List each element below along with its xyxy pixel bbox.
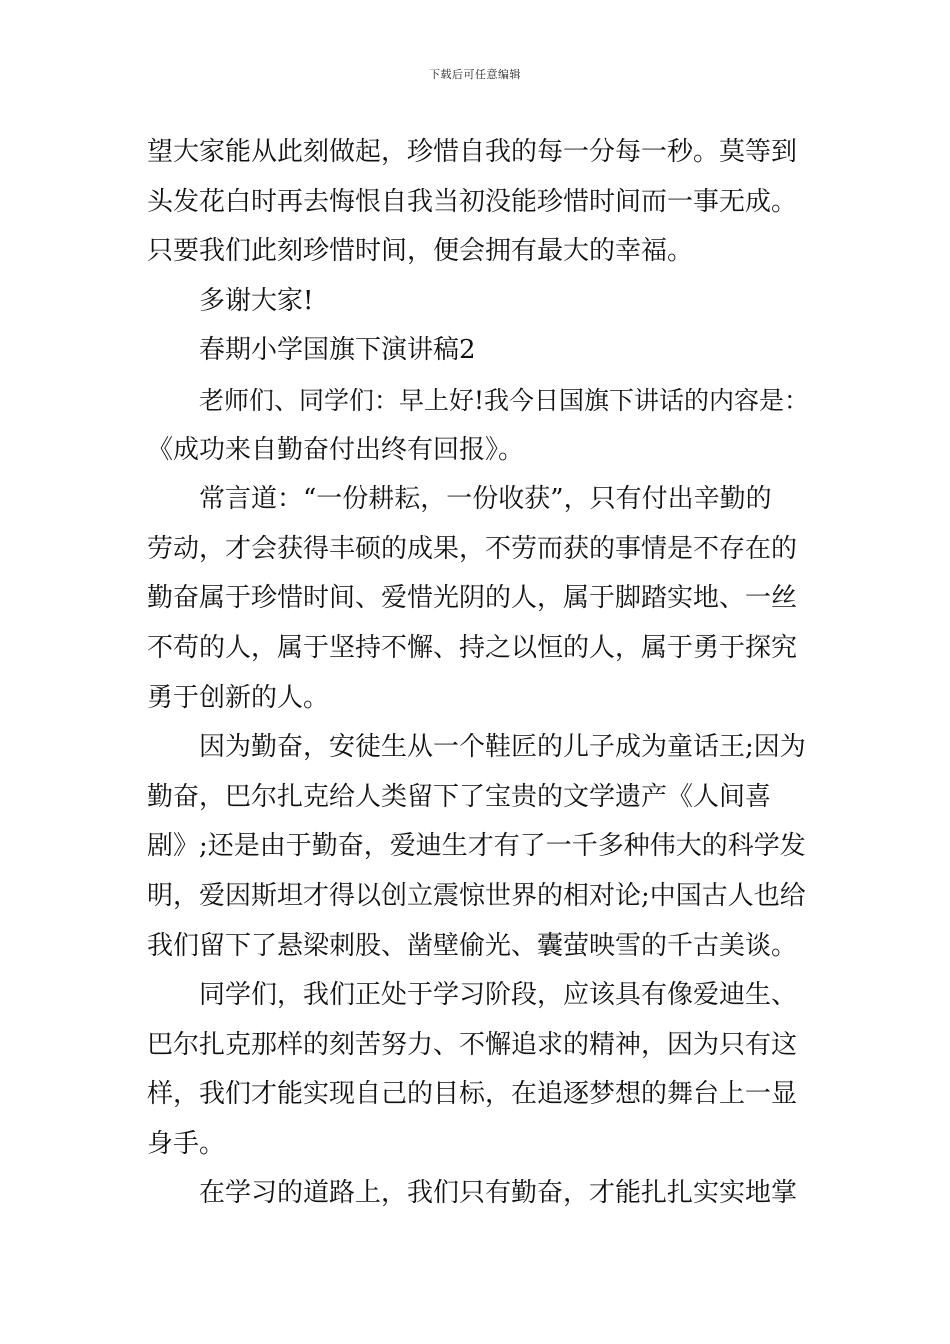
text-line: 我们留下了悬梁刺股、凿壁偷光、囊萤映雪的千古美谈。 (147, 930, 798, 961)
text-line: 在学习的道路上，我们只有勤奋，才能扎扎实实地掌 (199, 1178, 798, 1209)
text-line: 明，爱因斯坦才得以创立震惊世界的相对论;中国古人也给 (147, 880, 806, 911)
text-line: 样，我们才能实现自己的目标，在追逐梦想的舞台上一显 (147, 1079, 798, 1110)
text-line: 身手。 (147, 1128, 226, 1159)
text-line: 勇于创新的人。 (147, 682, 330, 713)
text-line: 只要我们此刻珍惜时间，便会拥有最大的幸福。 (147, 236, 694, 267)
text-line: 春期小学国旗下演讲稿2 (199, 335, 476, 366)
text-line: 头发花白时再去悔恨自我当初没能珍惜时间而一事无成。 (147, 186, 798, 217)
document-body (147, 128, 819, 1219)
text-line: 望大家能从此刻做起，珍惜自我的每一分每一秒。莫等到 (147, 137, 798, 167)
text-line: 多谢大家! (199, 285, 314, 316)
text-line: 勤奋属于珍惜时间、爱惜光阴的人，属于脚踏实地、一丝 (147, 583, 798, 614)
text-line: 剧》;还是由于勤奋，爱迪生才有了一千多种伟大的科学发 (147, 831, 806, 862)
text-line: 巴尔扎克那样的刻苦努力、不懈追求的精神，因为只有这 (147, 1029, 798, 1060)
text-line: 因为勤奋，安徒生从一个鞋匠的儿子成为童话王;因为 (199, 732, 806, 763)
text-line: 同学们，我们正处于学习阶段，应该具有像爱迪生、 (199, 980, 798, 1011)
page-header: 下载后可任意编辑 (429, 68, 521, 81)
text-line: 劳动，才会获得丰硕的成果，不劳而获的事情是不存在的 (147, 533, 798, 564)
text-line: 不苟的人，属于坚持不懈、持之以恒的人，属于勇于探究 (147, 632, 798, 663)
text-line: 常言道：“一份耕耘，一份收获”，只有付出辛勤的 (199, 484, 772, 515)
text-line: 《成功来自勤奋付出终有回报》。 (147, 434, 525, 465)
text-line: 勤奋，巴尔扎克给人类留下了宝贵的文学遗产《人间喜 (147, 781, 772, 812)
text-line: 老师们、同学们：早上好!我今日国旗下讲话的内容是： (199, 385, 810, 415)
